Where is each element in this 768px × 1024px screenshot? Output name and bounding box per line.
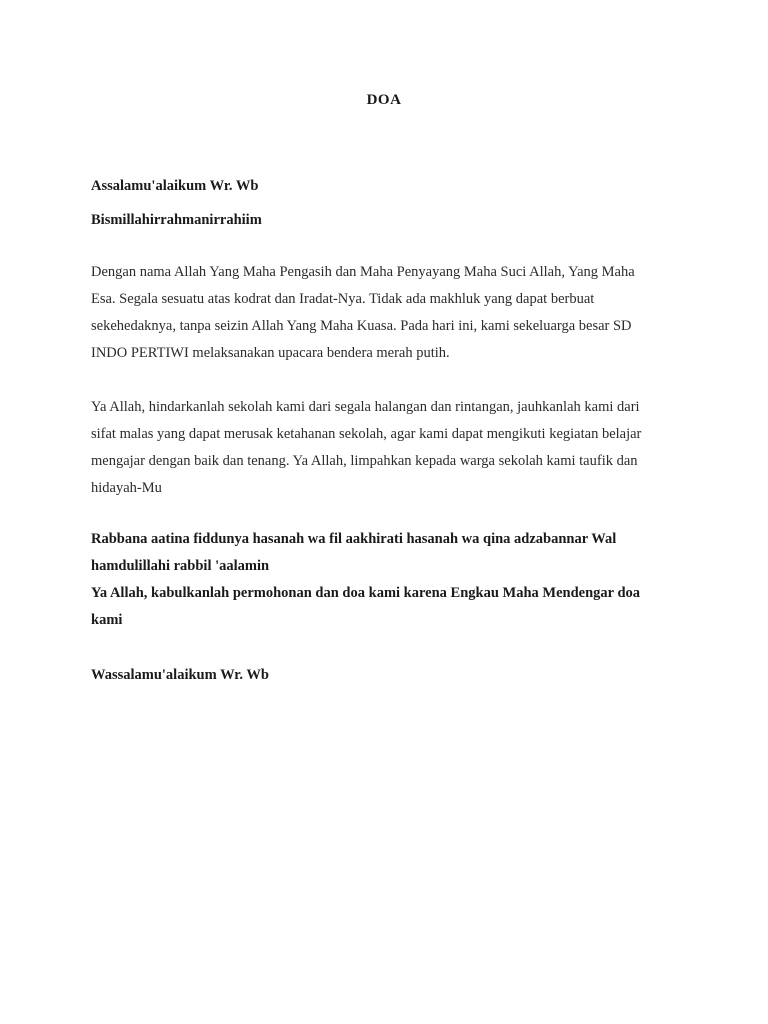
page-title: DOA (366, 92, 402, 108)
paragraph-line: sekehedaknya, tanpa seizin Allah Yang Maha Kuasa. Pada hari ini, kami sekeluarga besar SD (91, 318, 632, 334)
paragraph-line: sifat malas yang dapat merusak ketahanan sekolah, agar kami dapat mengikuti kegiatan belajar (91, 426, 642, 442)
paragraph-line: INDO PERTIWI melaksanakan upacara bendera merah putih. (91, 345, 450, 361)
greeting-text: Assalamu'alaikum Wr. Wb (91, 178, 259, 194)
closing-greeting: Wassalamu'alaikum Wr. Wb (91, 667, 269, 683)
paragraph-line: Ya Allah, hindarkanlah sekolah kami dari segala halangan dan rintangan, jauhkanlah kami dari (91, 399, 640, 415)
closing-prayer (91, 526, 681, 634)
prayer-line: Rabbana aatina fiddunya hasanah wa fil aakhirati hasanah wa qina adzabannar Wal (91, 531, 617, 547)
prayer-line: hamdulillahi rabbil 'aalamin (91, 558, 270, 574)
prayer-line: Ya Allah, kabulkanlah permohonan dan doa kami karena Engkau Maha Mendengar doa (91, 585, 641, 601)
paragraph-line: Dengan nama Allah Yang Maha Pengasih dan Maha Penyayang Maha Suci Allah, Yang Maha (91, 264, 635, 280)
supplication-paragraph (91, 394, 681, 502)
paragraph-line: Esa. Segala sesuatu atas kodrat dan Iradat-Nya. Tidak ada makhluk yang dapat berbuat (91, 291, 595, 307)
paragraph-line: hidayah-Mu (91, 480, 162, 496)
paragraph-line: mengajar dengan baik dan tenang. Ya Allah, limpahkan kepada warga sekolah kami taufik dan (91, 453, 638, 469)
bismillah-text: Bismillahirrahmanirrahiim (91, 212, 262, 228)
opening-paragraph (91, 259, 681, 367)
prayer-line: kami (91, 612, 123, 628)
